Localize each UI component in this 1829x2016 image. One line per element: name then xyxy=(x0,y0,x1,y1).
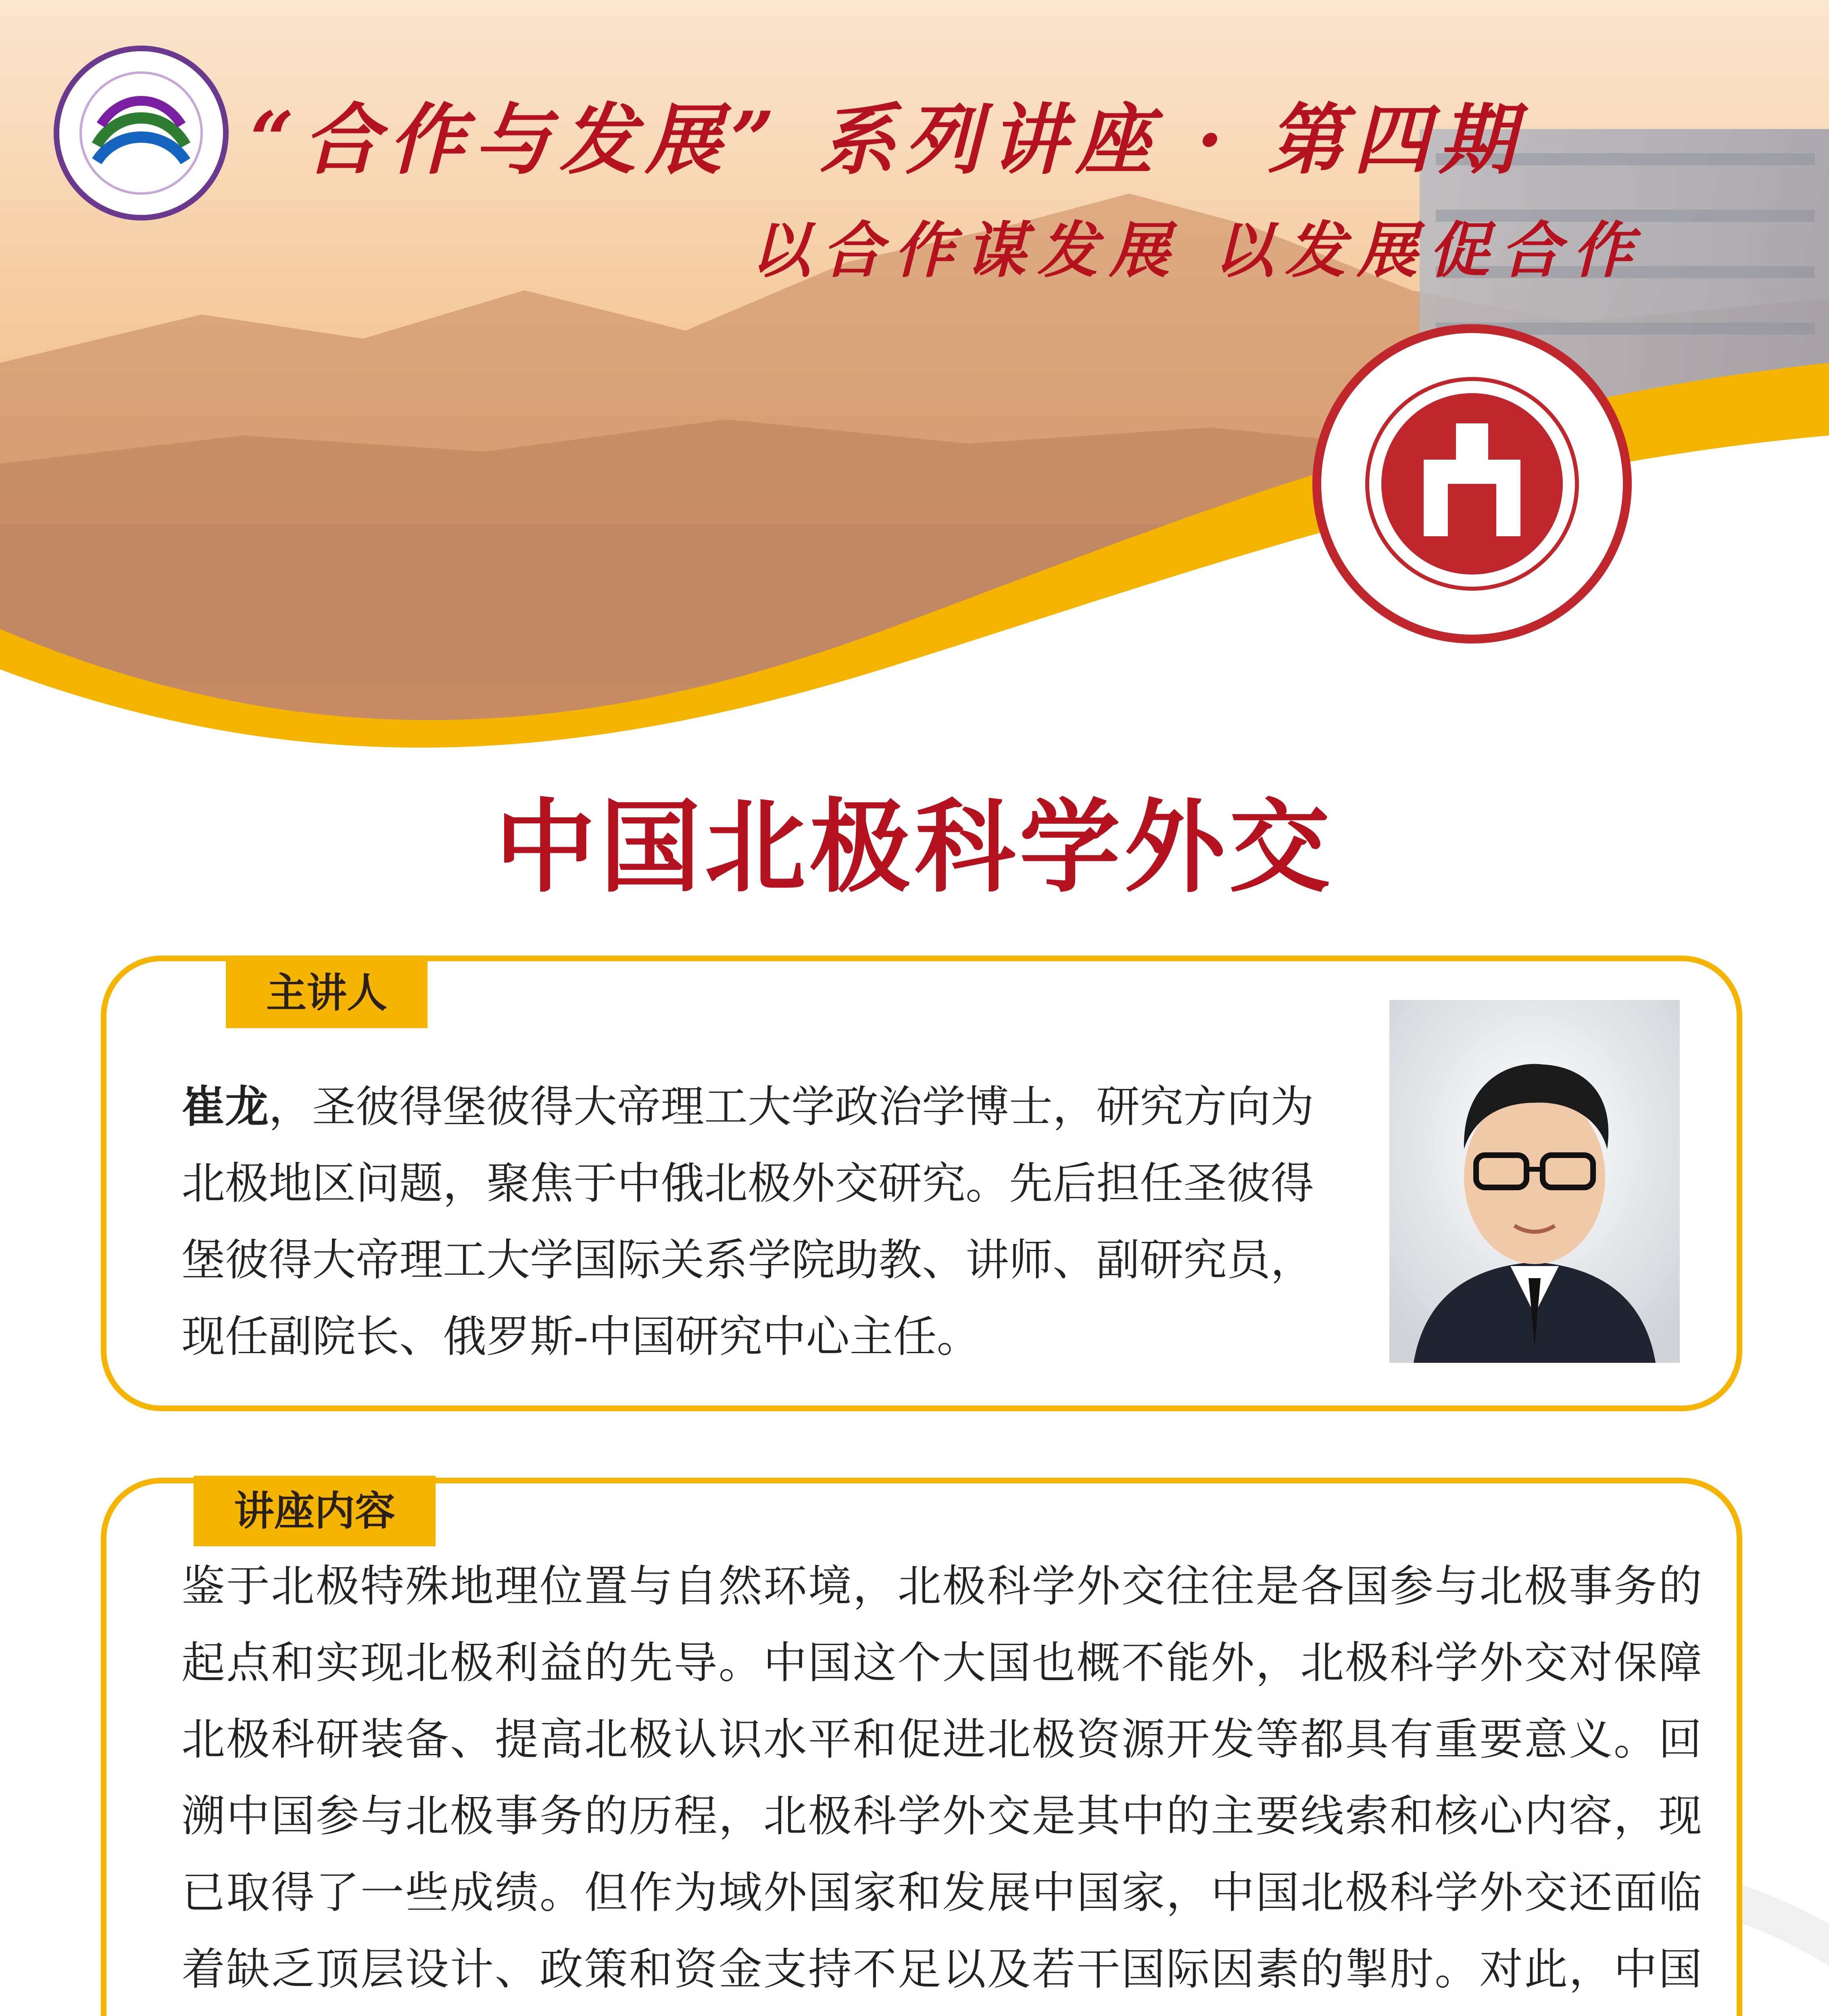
institute-logo xyxy=(56,48,226,218)
school-emblem xyxy=(1317,329,1627,639)
lecture-title: 中国北极科学外交 xyxy=(495,787,1334,906)
series-slogan: 以合作谋发展 以发展促合作 xyxy=(750,215,1644,286)
speaker-description: ，圣彼得堡彼得大帝理工大学政治学博士，研究方向为北极地区问题，聚焦于中俄北极外交研究。先后担任圣彼得堡彼得大帝理工大学国际关系学院助教、讲师、副研究员，现任副院长、俄罗斯-中国研究中心主任。 xyxy=(181,1082,1314,1362)
content-text: 鉴于北极特殊地理位置与自然环境，北极科学外交往往是各国参与北极事务的起点和实现北极利益的先导。中国这个大国也概不能外，北极科学外交对保障北极科研装备、提高北极认识水平和促进北极资源开发等都具有重要意义。回溯中国参与北极事务的历程，北极科学外交是其中的主要线索和核心内容，现已取得了一些成绩。但作为域外国家和发展中国家，中国北极科学外交还面临着缺乏顶层设计、政策和资金支持不足以及若干国际因素的掣肘。对此，中国 xyxy=(181,1561,1702,1995)
content-tag: 讲座内容 xyxy=(194,1476,436,1546)
speaker-photo xyxy=(1389,1000,1680,1363)
speaker-bio xyxy=(181,1068,1331,1375)
speaker-name: 崔龙 xyxy=(181,1081,269,1132)
series-title: “合作与发展” 系列讲座 · 第四期 xyxy=(250,95,1525,185)
speaker-tag: 主讲人 xyxy=(226,958,428,1028)
